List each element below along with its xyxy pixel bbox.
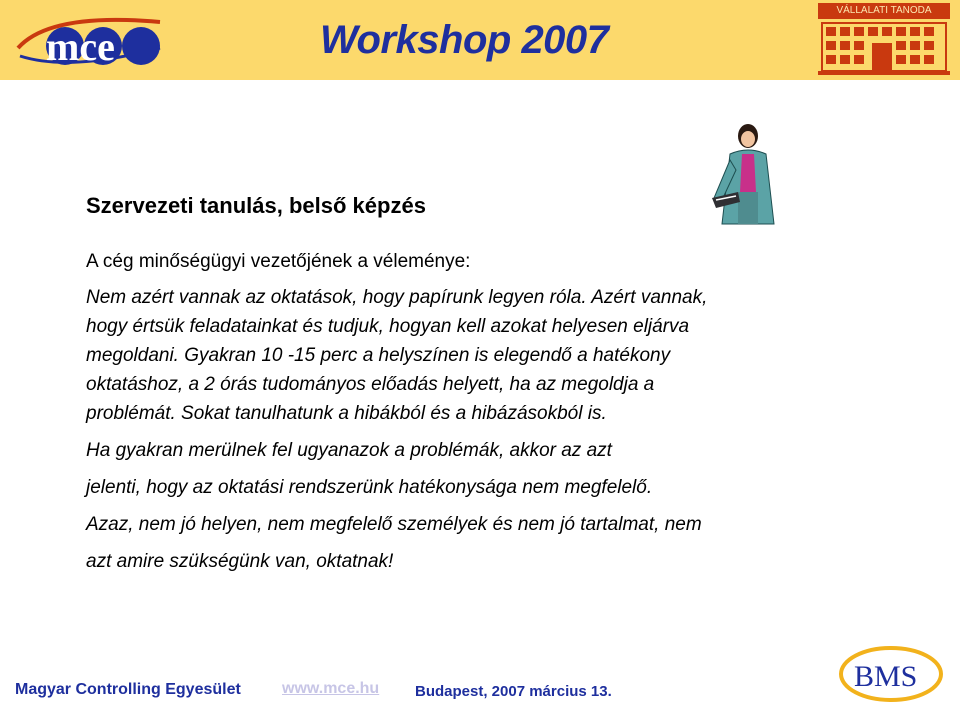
page-title: Workshop 2007 — [320, 18, 609, 62]
body-line-2: hogy értsük feladatainkat és tudjuk, hogyan kell azokat helyesen eljárva — [86, 316, 690, 337]
body-line-3: megoldani. Gyakran 10 -15 perc a helyszínen is elegendő a hatékony — [86, 345, 671, 366]
body-line-7: jelenti, hogy az oktatási rendszerünk hatékonysága nem megfelelő. — [86, 477, 653, 498]
body-line-5: problémát. Sokat tanulhatunk a hibákból és a hibázásokból is. — [86, 403, 607, 424]
logo-text: mce — [46, 24, 115, 69]
school-logo — [818, 3, 950, 77]
body-line-6: Ha gyakran merülnek fel ugyanazok a problémák, akkor az azt — [86, 440, 612, 461]
building-icon — [818, 19, 950, 77]
intro-text: A cég minőségügyi vezetőjének a véleménye: — [86, 251, 471, 272]
slide-heading: Szervezeti tanulás, belső képzés — [86, 193, 426, 218]
footer-organization: Magyar Controlling Egyesület — [15, 681, 241, 698]
teacher-illustration — [708, 120, 798, 228]
body-line-4: oktatáshoz, a 2 órás tudományos előadás helyett, ha az megoldja a — [86, 374, 655, 395]
mce-logo — [10, 8, 175, 74]
footer-website-link[interactable]: www.mce.hu — [282, 680, 380, 697]
body-line-9: azt amire szükségünk van, oktatnak! — [86, 551, 394, 572]
bms-text: BMS — [854, 660, 918, 693]
body-line-8: Azaz, nem jó helyen, nem megfelelő személyek és nem jó tartalmat, nem — [86, 514, 702, 535]
footer-date: Budapest, 2007 március 13. — [415, 683, 612, 700]
body-line-1: Nem azért vannak az oktatások, hogy papírunk legyen róla. Azért vannak, — [86, 287, 708, 308]
header-bar — [0, 0, 960, 80]
school-label: VÁLLALATI TANODA — [818, 3, 950, 19]
bms-logo — [836, 640, 946, 706]
